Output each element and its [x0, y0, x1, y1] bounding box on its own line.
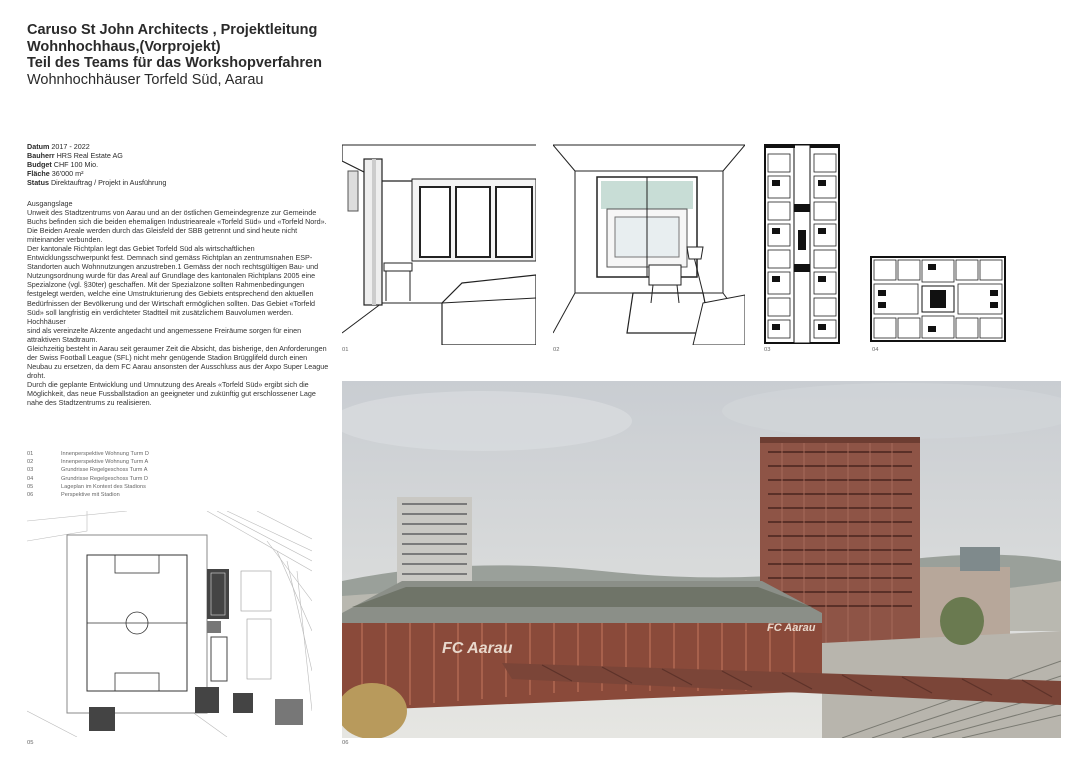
caption-row: 02 Innenperspektive Wohnung Turm A — [27, 459, 149, 466]
fact-row: Budget CHF 100 Mio. — [27, 160, 99, 169]
title-line-3: Teil des Teams für das Workshopverfahren — [27, 55, 322, 71]
subtitle: Wohnhochhäuser Torfeld Süd, Aarau — [27, 71, 264, 88]
figure-02-number: 02 — [553, 347, 560, 353]
figure-01-interior-perspective — [342, 143, 536, 345]
stadium-sign-left: FC Aarau — [442, 640, 513, 657]
figure-04-floor-plan — [870, 256, 1006, 342]
figure-06-rendering — [342, 381, 1061, 738]
project-facts — [27, 142, 327, 187]
stadium-sign-right: FC Aarau — [767, 622, 816, 634]
title-block — [27, 22, 357, 89]
figure-06-number: 06 — [342, 740, 349, 746]
figure-03-number: 03 — [764, 347, 771, 353]
caption-row: 01 Innenperspektive Wohnung Turm D — [27, 451, 149, 457]
body-paragraph: Durch die geplante Entwicklung und Umnutzung des Areals «Torfeld Süd» ergibt sich die Möglichkeit, das neue Fussballstadion an geeigneter und zukünftig gut erschlossener Lage nahe des Stadtzentrums zu realisieren. — [27, 379, 316, 408]
caption-row: 05 Lageplan im Kontext des Stadions — [27, 483, 146, 490]
figure-02-interior-perspective — [553, 143, 745, 345]
figure-captions — [27, 450, 227, 499]
body-text — [27, 199, 329, 407]
figure-01-number: 01 — [342, 347, 349, 353]
caption-row: 03 Grundrisse Regelgeschoss Turm A — [27, 467, 148, 474]
fact-row: Bauherr HRS Real Estate AG — [27, 151, 123, 160]
body-paragraph: Der kantonale Richtplan legt das Gebiet Torfeld Süd als wirtschaftlichen Entwicklungsschwerpunkt fest. Demnach sind gemäss Richtplan an zentrumsnahen ESP-Standorten auch Wohnnutzungen anzustreben.1 Gemäss der noch rechtsgültigen Bau- und Nutzungsordnung wurde für das Areal auf Grundlage des kantonalen Richtplans 2005 eine Spezialzone (vgl. §30ter) geschaffen. Mit der Spezialzone sollten Rahmenbedingungen festgelegt werden, welche eine Umstrukturierung des Gebiets entsprechend den aktuellen Bedürfnissen der Bevölkerung und der Wirtschaft ermöglichen sollten. Das Gebiet «Torfeld Süd» soll langfristig ein verdichteter Stadtteil mit zusätzlichem Bauvolumen werden. Hochhäuser — [27, 244, 319, 326]
caption-row: 04 Grundrisse Regelgeschoss Turm D — [27, 475, 149, 482]
body-paragraph: Gleichzeitig besteht in Aarau seit geraumer Zeit die Absicht, das bisherige, den Anforderungen der Swiss Football League (SFL) nicht mehr genügende Stadion Brügglifeld durch einen Neubau zu ersetzen, da dem FC Aarau ansonsten der Ausschluss aus der Axpo Super League droht. — [27, 343, 329, 380]
fact-row: Status Direktauftrag / Projekt in Ausführung — [27, 178, 167, 187]
body-paragraph: sind als vereinzelte Akzente angedacht und angemessene Freiräume sorgen für einen attraktiven Stadtraum. — [27, 325, 302, 344]
figure-05-number: 05 — [27, 740, 34, 746]
title-line-1: Caruso St John Architects , Projektleitung — [27, 22, 318, 38]
fact-row: Datum 2017 - 2022 — [27, 142, 90, 151]
figure-05-site-plan — [27, 511, 312, 737]
body-heading: Ausgangslage — [27, 199, 73, 208]
figure-03-floor-plan — [764, 144, 840, 344]
figure-04-number: 04 — [872, 347, 879, 353]
caption-row: 06 Perspektive mit Stadion — [27, 492, 120, 499]
body-paragraph: Unweit des Stadtzentrums von Aarau und an der östlichen Gemeindegrenze zur Gemeinde Buchs befinden sich die beiden ehemaligen Industrieareale «Torfeld Süd» und «Torfeld Nord». Die Beiden Areale werden durch das Gleisfeld der SBB getrennt und sind heute nicht miteinander verbunden. — [27, 208, 327, 245]
title-line-2: Wohnhochhaus,(Vorprojekt) — [27, 38, 221, 55]
fact-row: Fläche 36'000 m² — [27, 169, 84, 178]
